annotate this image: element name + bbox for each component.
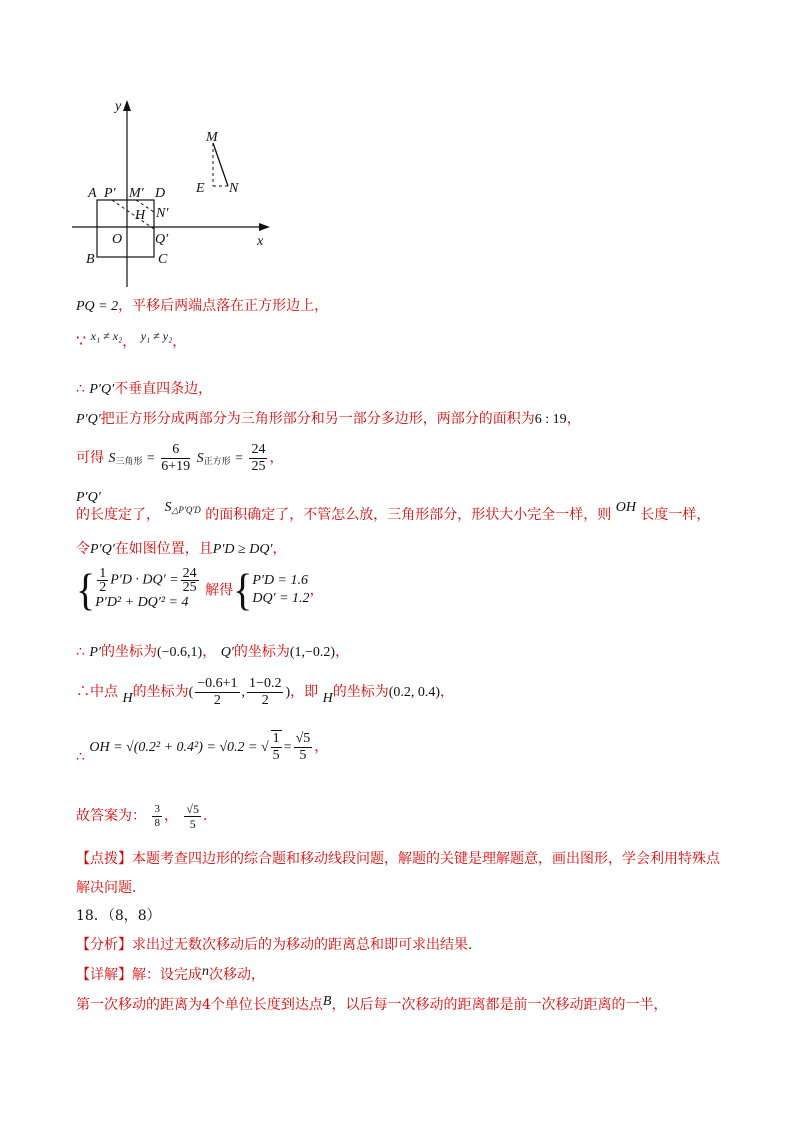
therefore-symbol: ∴ [76,684,90,700]
text: ， [309,582,324,599]
text: ， [566,411,581,427]
math-n: n [202,964,209,979]
text: ， [163,808,178,824]
text: 次移动， [209,967,265,983]
label-d: D [155,186,166,201]
fraction-y-mid: $\frac{1-0.2}{2}$ [249,675,282,708]
therefore-symbol: ∴ [76,749,85,765]
label-c: C [158,252,168,267]
system-left: $\frac{1}{2}$ P′D · DQ′ = $\frac{24}{25}$ P′D² + DQ′² = 4 [95,566,197,610]
math-comma: , [241,685,246,700]
y-axis-arrow [123,100,131,111]
text: 的坐标为 [132,684,189,700]
fraction-x-mid: $\frac{-0.6+1}{2}$ [197,675,238,708]
text: 可得 [76,450,104,466]
system-solution: P′D = 1.6 DQ′ = 1.2 [252,572,310,606]
x-axis-arrow [259,223,270,231]
line-not-perpendicular [76,380,212,399]
text: 的面积确定了，不管怎么放，三角形部分，形状大小完全一样，则 [205,507,612,523]
text: ，以后每一次移动的距离都是前一次移动距离的一半， [331,997,668,1013]
label-n: N [229,181,239,196]
fraction-6-over-25: $\frac{6}{6+19}$ [161,441,191,474]
label-a: A [88,186,97,201]
text: ，平移后两端点落在正方形边上， [118,298,329,314]
text: 中点 [90,684,118,700]
text: ， [272,541,287,557]
text: ， [440,684,455,700]
text: 求出过无数次移动后的为移动的距离总和即可求出结果． [132,937,482,953]
left-brace: { [76,564,96,614]
math-p-coord: (−0.6,1) [157,645,203,660]
text: ． [203,808,217,824]
math-s-triangle-pqd: $S_{\triangle P'Q'D}$ [164,500,201,515]
math-paren: ) [285,685,291,700]
text: 令 [76,541,90,557]
fraction-1-over-5: $\frac{1}{5}$ [272,731,280,763]
line-pq-prime [76,488,101,507]
text: ， [202,644,217,660]
text: 在如图位置，且 [114,541,213,557]
label-h: H [135,208,146,223]
line-equation-system [76,564,324,614]
line-because [76,329,187,351]
label-q-prime: Q′ [155,232,169,247]
text: 把正方形分成两部分为三角形部分和另一部分多边形，两部分的面积为 [100,411,535,427]
because-symbol: ∵ [76,331,87,350]
label-o: O [112,232,123,247]
line-answer [76,796,217,836]
math-h: H [122,691,133,706]
line-oh-length [76,727,328,768]
label-y: y [115,99,122,114]
label-m: M [206,130,218,145]
math-q-prime: Q′ [220,645,234,660]
math-equals: = [235,451,244,466]
text: 故答案为： [76,808,146,824]
text: 的坐标为 [101,644,157,660]
math-pq-prime: P′Q′ [76,412,101,427]
math-equals: = [283,740,292,755]
analysis-tag: 【分析】 [76,937,132,953]
text: 解得 [205,582,234,599]
line-pq-length [76,297,328,316]
label-m-prime: M′ [129,186,144,201]
square-abcd [97,200,154,257]
math-p-prime: P′ [89,645,101,660]
math-s-triangle: $S_{三角形}$ [108,451,143,466]
text: ， [122,334,137,350]
text: 解决问题． [76,880,146,896]
text: ，即 [290,684,319,700]
math-inequality: P′D ≥ DQ′ [212,542,273,557]
text: 长度一样， [640,507,711,523]
math-y-neq: y₁ ≠ y₂ [140,329,173,343]
segment-m-n [213,143,228,186]
line-question-18 [76,907,161,925]
question-number: 18．（8，8） [76,908,161,924]
text: ， [172,334,187,350]
text: ， [269,450,284,466]
geometry-figure [0,0,800,300]
text: 第一次移动的距离为4个单位长度到达点 [76,997,323,1013]
line-length-fixed [76,500,711,527]
math-s-square: $S_{正方形}$ [196,451,231,466]
line-hint-cont [76,879,146,897]
fraction-3-over-8: $\frac{3}{8}$ [154,802,160,829]
line-position [76,540,287,559]
math-pq: PQ = 2 [76,299,119,314]
math-ratio: 6 : 19 [534,412,567,427]
line-area-ratio [76,410,581,429]
text: 的坐标为 [233,644,290,660]
fraction-root5-over-5: $\frac{√5}{5}$ [295,730,311,763]
label-e: E [196,181,205,196]
math-oh-calc: OH = √(0.2² + 0.4²) = √0.2 = √ [89,740,269,755]
therefore-symbol: ∴ [76,644,85,660]
left-brace: { [233,564,253,614]
label-n-prime: N′ [156,206,169,221]
text: 的坐标为 [332,684,389,700]
line-solution [76,966,265,985]
math-b: B [322,994,332,1009]
text: 不垂直四条边， [114,381,213,397]
text: ， [335,644,350,660]
fraction-24-over-25: $\frac{24}{25}$ [251,441,266,474]
therefore-symbol: ∴ [76,381,85,397]
label-b: B [86,252,95,267]
text: 解：设完成 [132,967,202,983]
math-paren: ( [188,685,194,700]
math-pq-prime: P′Q′ [76,490,101,505]
line-first-move [76,996,667,1015]
text: ， [314,739,329,755]
math-x-neq: x₁ ≠ x₂ [90,329,123,343]
line-analysis [76,936,482,954]
line-hint [76,850,720,868]
label-x: x [257,234,264,249]
math-pq-prime: P′Q′ [89,382,115,397]
fraction-root5-over-5: $\frac{√5}{5}$ [186,801,199,831]
label-p-prime: P′ [104,186,116,201]
segment-p1-q1 [112,200,154,229]
math-q-coord: (1,−0.2) [289,645,336,660]
math-equals: = [146,451,155,466]
text: 【点拨】本题考查四边形的综合题和移动线段问题，解题的关键是理解题意，画出图形，学会利用特殊点 [76,851,720,867]
line-midpoint [76,672,454,713]
text: 的长度定了， [76,507,160,523]
line-coordinates [76,643,349,662]
math-h: H [322,691,333,706]
solution-tag: 【详解】 [76,967,132,983]
math-oh: OH [615,500,636,515]
line-area-equation [76,438,283,481]
math-pq-prime: P′Q′ [90,542,115,557]
math-h-coord: (0.2, 0.4) [388,685,441,700]
